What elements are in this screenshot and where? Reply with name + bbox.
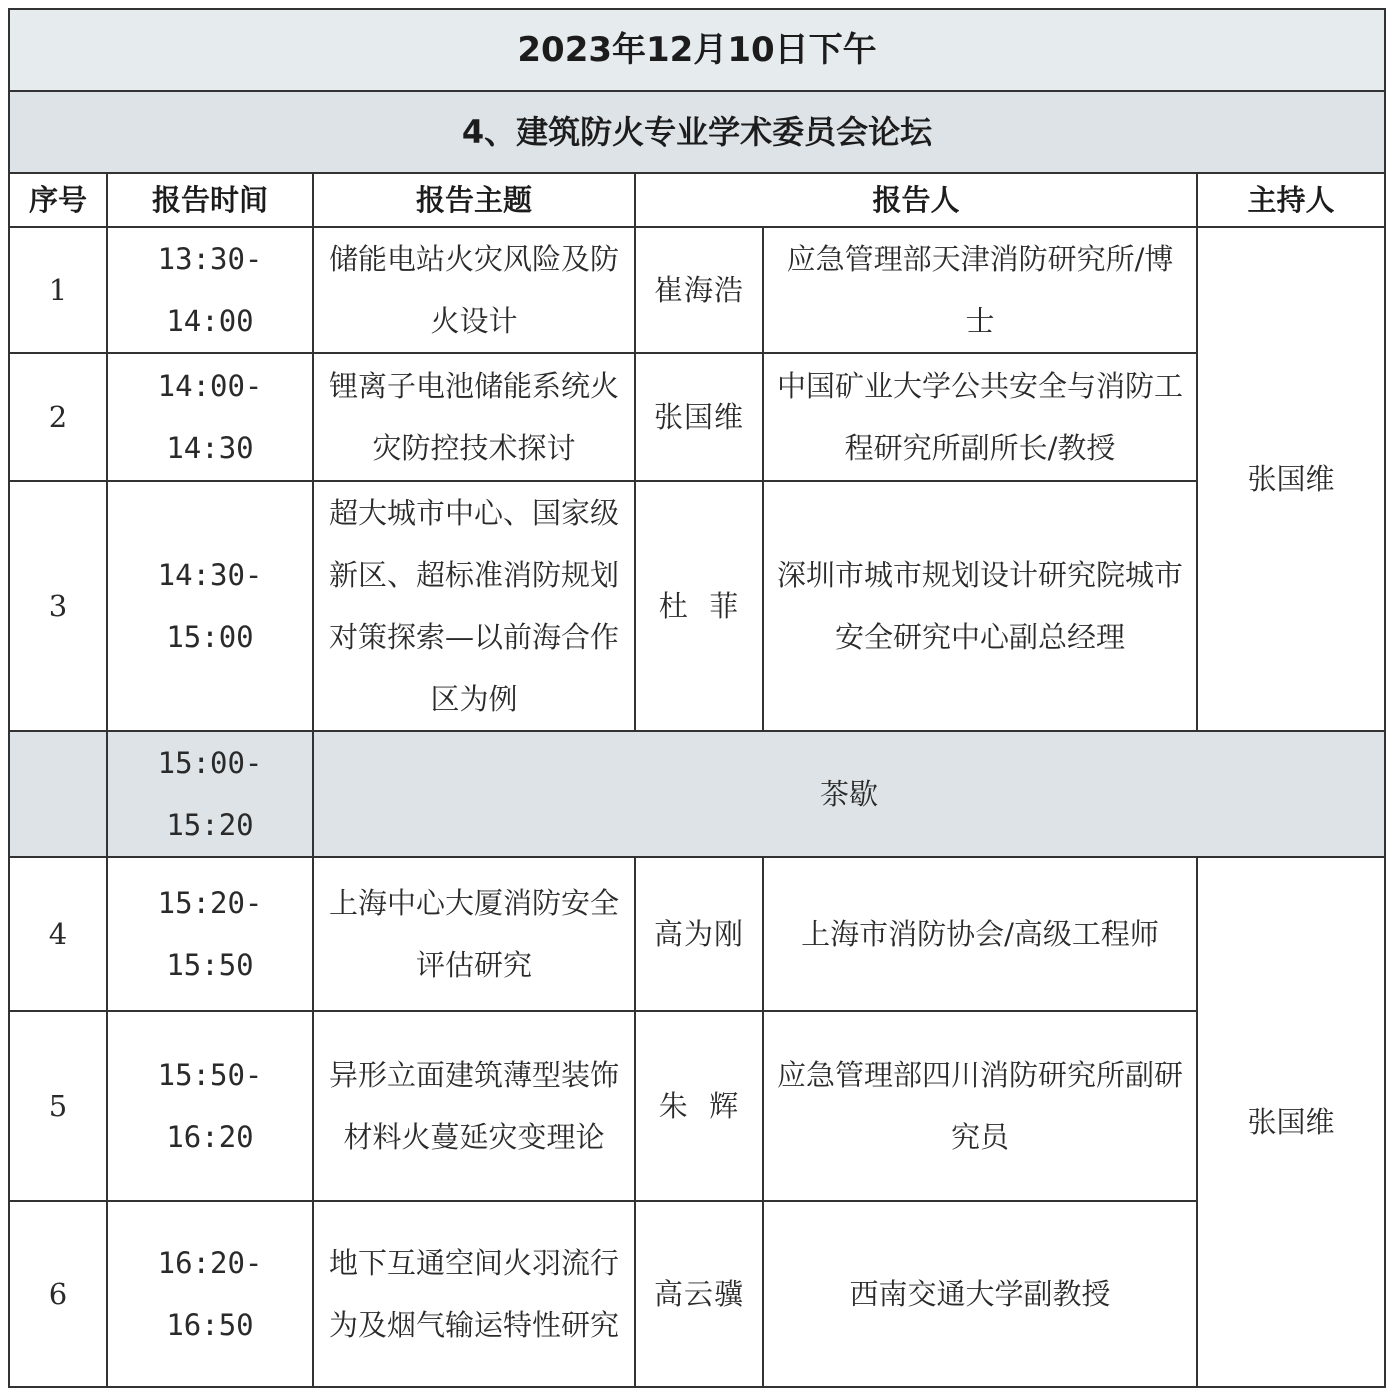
row-time: 14:00-14:30 [107,353,313,481]
row-topic: 超大城市中心、国家级新区、超标准消防规划对策探索—以前海合作区为例 [313,481,635,731]
column-header-index: 序号 [9,173,107,227]
row-speaker: 崔海浩 [635,227,763,353]
column-header-time: 报告时间 [107,173,313,227]
row-speaker: 高云骥 [635,1201,763,1387]
row-affiliation: 西南交通大学副教授 [763,1201,1197,1387]
row-time: 15:20-15:50 [107,857,313,1011]
column-header-topic: 报告主题 [313,173,635,227]
row-speaker: 高为刚 [635,857,763,1011]
row-topic: 上海中心大厦消防安全评估研究 [313,857,635,1011]
row-time: 13:30-14:00 [107,227,313,353]
forum-title-row [9,91,1385,173]
row-index: 6 [9,1201,107,1387]
row-topic: 异形立面建筑薄型装饰材料火蔓延灾变理论 [313,1011,635,1201]
break-row [9,731,1385,857]
row-time: 16:20-16:50 [107,1201,313,1387]
table-row [9,481,1385,731]
row-affiliation: 上海市消防协会/高级工程师 [763,857,1197,1011]
schedule-table [8,8,1386,1388]
column-header-host: 主持人 [1197,173,1385,227]
row-affiliation: 深圳市城市规划设计研究院城市安全研究中心副总经理 [763,481,1197,731]
table-row [9,1201,1385,1387]
row-index: 2 [9,353,107,481]
host-cell: 张国维 [1197,857,1385,1387]
break-index [9,731,107,857]
row-index: 4 [9,857,107,1011]
row-index: 3 [9,481,107,731]
break-time: 15:00-15:20 [107,731,313,857]
table-row [9,353,1385,481]
table-row [9,857,1385,1011]
column-header-row [9,173,1385,227]
row-affiliation: 应急管理部四川消防研究所副研究员 [763,1011,1197,1201]
row-time: 14:30-15:00 [107,481,313,731]
table-row [9,227,1385,353]
row-affiliation: 中国矿业大学公共安全与消防工程研究所副所长/教授 [763,353,1197,481]
date-header-row [9,9,1385,91]
row-topic: 锂离子电池储能系统火灾防控技术探讨 [313,353,635,481]
row-speaker: 朱 辉 [635,1011,763,1201]
row-speaker: 张国维 [635,353,763,481]
row-topic: 储能电站火灾风险及防火设计 [313,227,635,353]
row-topic: 地下互通空间火羽流行为及烟气输运特性研究 [313,1201,635,1387]
row-time: 15:50-16:20 [107,1011,313,1201]
schedule-sheet [8,8,1384,1388]
break-label: 茶歇 [313,731,1385,857]
row-index: 1 [9,227,107,353]
row-index: 5 [9,1011,107,1201]
row-speaker: 杜 菲 [635,481,763,731]
date-header: 2023年12月10日下午 [9,9,1385,91]
forum-title: 4、建筑防火专业学术委员会论坛 [9,91,1385,173]
table-row [9,1011,1385,1201]
column-header-speaker: 报告人 [635,173,1197,227]
row-affiliation: 应急管理部天津消防研究所/博士 [763,227,1197,353]
host-cell: 张国维 [1197,227,1385,731]
